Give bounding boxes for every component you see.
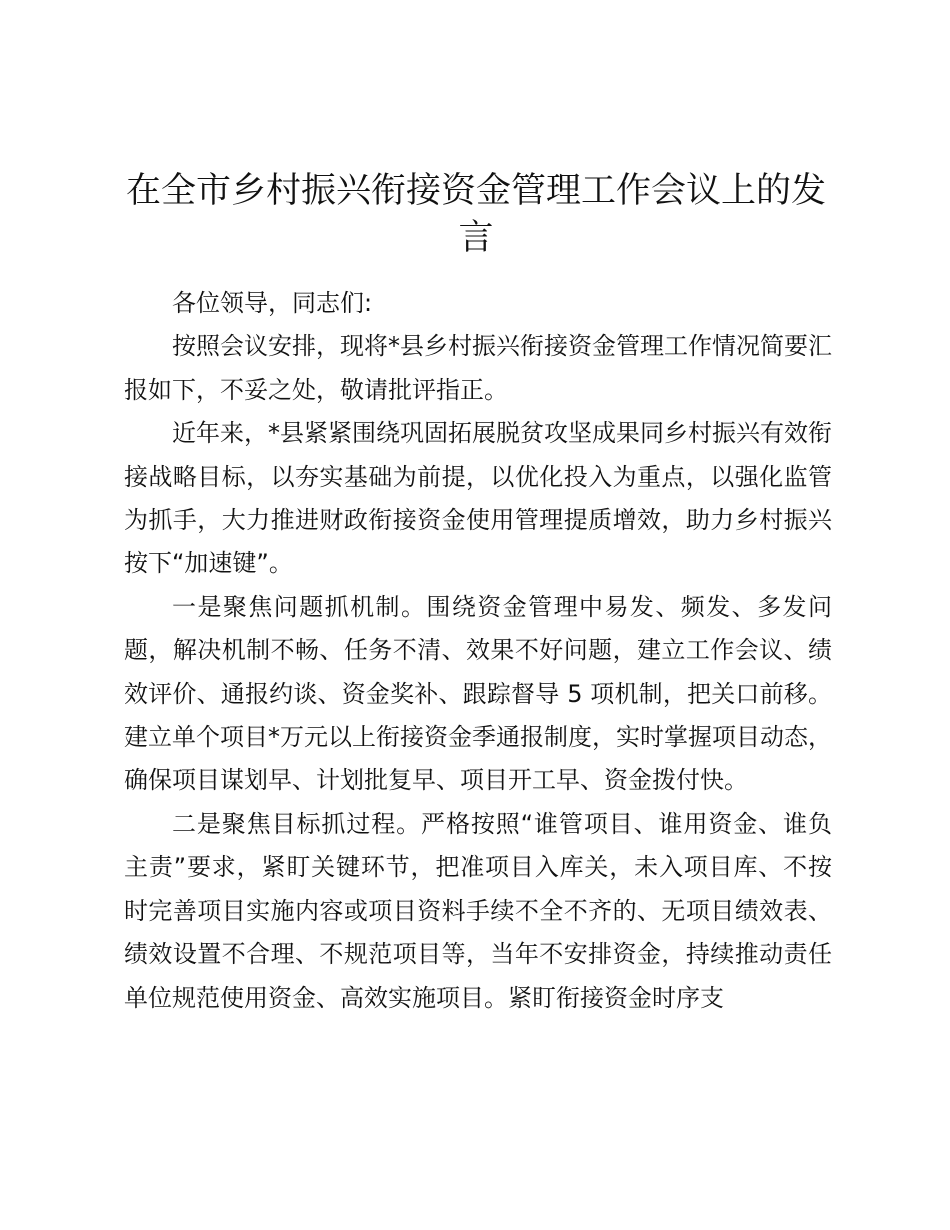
document-title: 在全市乡村振兴衔接资金管理工作会议上的发言 [125,171,826,258]
process-paragraph: 二是聚焦目标抓过程。严格按照“谁管项目、谁用资金、谁负主责”要求，紧盯关键环节，把准项目入库关，未入项目库、不按时完善项目实施内容或项目资料手续不全不齐的、无项目绩效表、绩效设置不合理、不规范项目等，当年不安排资金，持续推动责任单位规范使用资金、高效实施项目。紧盯衔接资金时序支 [124,809,832,1012]
mechanism-paragraph: 一是聚焦问题抓机制。围绕资金管理中易发、频发、多发问题，解决机制不畅、任务不清、效果不好问题，建立工作会议、绩效评价、通报约谈、资金奖补、跟踪督导 5 项机制，把关口前移。建立单个项目*万元以上衔接资金季通报制度，实时掌握项目动态，确保项目谋划早、计划批复早、项目开工早、资金拨付快。 [124,592,832,795]
document-body [124,282,832,1020]
overview-paragraph: 近年来，*县紧紧围绕巩固拓展脱贫攻坚成果同乡村振兴有效衔接战略目标，以夯实基础为前提，以优化投入为重点，以强化监管为抓手，大力推进财政衔接资金使用管理提质增效，助力乡村振兴按下“加速键”。 [124,419,832,578]
salutation-paragraph: 各位领导，同志们: [172,289,373,317]
opening-paragraph: 按照会议安排，现将*县乡村振兴衔接资金管理工作情况简要汇报如下，不妥之处，敬请批评指正。 [124,332,832,404]
